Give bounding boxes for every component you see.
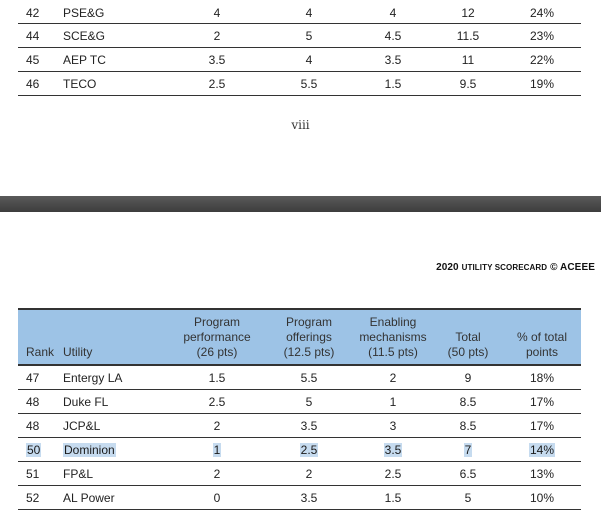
table-row — [18, 24, 581, 48]
rank-header: Rank — [18, 309, 63, 365]
rank-cell: 46 — [18, 72, 63, 96]
total-cell: 7 — [433, 438, 503, 462]
table-row — [18, 486, 581, 510]
header-title: UTILITY SCORECARD — [461, 263, 548, 272]
enabling-cell: 4.5 — [353, 24, 433, 48]
rank-cell: 42 — [18, 3, 63, 24]
percent-cell: 14% — [503, 438, 581, 462]
utility-cell: JCP&L — [63, 414, 169, 438]
table-header-row — [18, 309, 581, 365]
scorecard-table — [18, 308, 581, 510]
page-separator — [0, 196, 601, 212]
document-page-bottom — [0, 212, 601, 519]
total-cell: 11.5 — [433, 24, 503, 48]
enabling-cell: 1 — [353, 390, 433, 414]
rank-cell: 50 — [18, 438, 63, 462]
performance-cell: 1 — [169, 438, 265, 462]
percent-cell: 19% — [503, 72, 581, 96]
total-cell: 9.5 — [433, 72, 503, 96]
header-suffix: © ACEEE — [550, 262, 595, 273]
table-row — [18, 365, 581, 390]
performance-cell: 0 — [169, 486, 265, 510]
enabling-cell: 3.5 — [353, 438, 433, 462]
utility-cell: Dominion — [63, 438, 169, 462]
table-row — [18, 72, 581, 96]
total-cell: 5 — [433, 486, 503, 510]
table-row — [18, 390, 581, 414]
enabling-cell: 1.5 — [353, 72, 433, 96]
percent-cell: 17% — [503, 390, 581, 414]
enabling-cell: 4 — [353, 3, 433, 24]
offerings-cell: 3.5 — [265, 414, 353, 438]
offerings-cell: 5.5 — [265, 72, 353, 96]
total-cell: 11 — [433, 48, 503, 72]
rank-cell: 44 — [18, 24, 63, 48]
utility-cell: FP&L — [63, 462, 169, 486]
enabling-cell: 3 — [353, 414, 433, 438]
offerings-cell: 4 — [265, 48, 353, 72]
rank-cell: 48 — [18, 414, 63, 438]
percent-cell: 23% — [503, 24, 581, 48]
percent-cell: 17% — [503, 414, 581, 438]
total-cell: 8.5 — [433, 390, 503, 414]
offerings-cell: 2 — [265, 462, 353, 486]
utility-cell: SCE&G — [63, 24, 169, 48]
percent-cell: 13% — [503, 462, 581, 486]
performance-cell: 1.5 — [169, 365, 265, 390]
enabling-cell: 2 — [353, 365, 433, 390]
percent-header: % of total points — [503, 309, 581, 365]
enabling-cell: 1.5 — [353, 486, 433, 510]
total-cell: 6.5 — [433, 462, 503, 486]
performance-cell: 2.5 — [169, 390, 265, 414]
enabling-cell: 3.5 — [353, 48, 433, 72]
page-number: viii — [291, 118, 310, 132]
performance-header: Program performance (26 pts) — [169, 309, 265, 365]
total-cell: 9 — [433, 365, 503, 390]
utility-cell: AEP TC — [63, 48, 169, 72]
offerings-cell: 5 — [265, 390, 353, 414]
rank-cell: 52 — [18, 486, 63, 510]
utility-cell: TECO — [63, 72, 169, 96]
performance-cell: 2 — [169, 24, 265, 48]
percent-cell: 18% — [503, 365, 581, 390]
performance-cell: 2 — [169, 462, 265, 486]
rank-cell: 51 — [18, 462, 63, 486]
table-row-highlighted[interactable] — [18, 438, 581, 462]
performance-cell: 2.5 — [169, 72, 265, 96]
table-row — [18, 414, 581, 438]
total-header: Total (50 pts) — [433, 309, 503, 365]
table-row — [18, 462, 581, 486]
performance-cell: 3.5 — [169, 48, 265, 72]
performance-cell: 4 — [169, 3, 265, 24]
enabling-cell: 2.5 — [353, 462, 433, 486]
percent-cell: 10% — [503, 486, 581, 510]
utility-header: Utility — [63, 309, 169, 365]
rank-cell: 48 — [18, 390, 63, 414]
percent-cell: 24% — [503, 3, 581, 24]
table-row — [18, 3, 581, 24]
offerings-cell: 3.5 — [265, 486, 353, 510]
offerings-header: Program offerings (12.5 pts) — [265, 309, 353, 365]
enabling-header: Enabling mechanisms (11.5 pts) — [353, 309, 433, 365]
utility-cell: PSE&G — [63, 3, 169, 24]
offerings-cell: 5 — [265, 24, 353, 48]
document-page-top — [0, 0, 601, 196]
running-header — [436, 262, 595, 273]
utility-cell: Entergy LA — [63, 365, 169, 390]
header-year: 2020 — [436, 262, 459, 273]
percent-cell: 22% — [503, 48, 581, 72]
utility-cell: AL Power — [63, 486, 169, 510]
performance-cell: 2 — [169, 414, 265, 438]
utility-cell: Duke FL — [63, 390, 169, 414]
offerings-cell: 2.5 — [265, 438, 353, 462]
rank-cell: 45 — [18, 48, 63, 72]
scorecard-table-continued — [18, 3, 581, 96]
total-cell: 12 — [433, 3, 503, 24]
table-row — [18, 48, 581, 72]
offerings-cell: 5.5 — [265, 365, 353, 390]
rank-cell: 47 — [18, 365, 63, 390]
offerings-cell: 4 — [265, 3, 353, 24]
total-cell: 8.5 — [433, 414, 503, 438]
